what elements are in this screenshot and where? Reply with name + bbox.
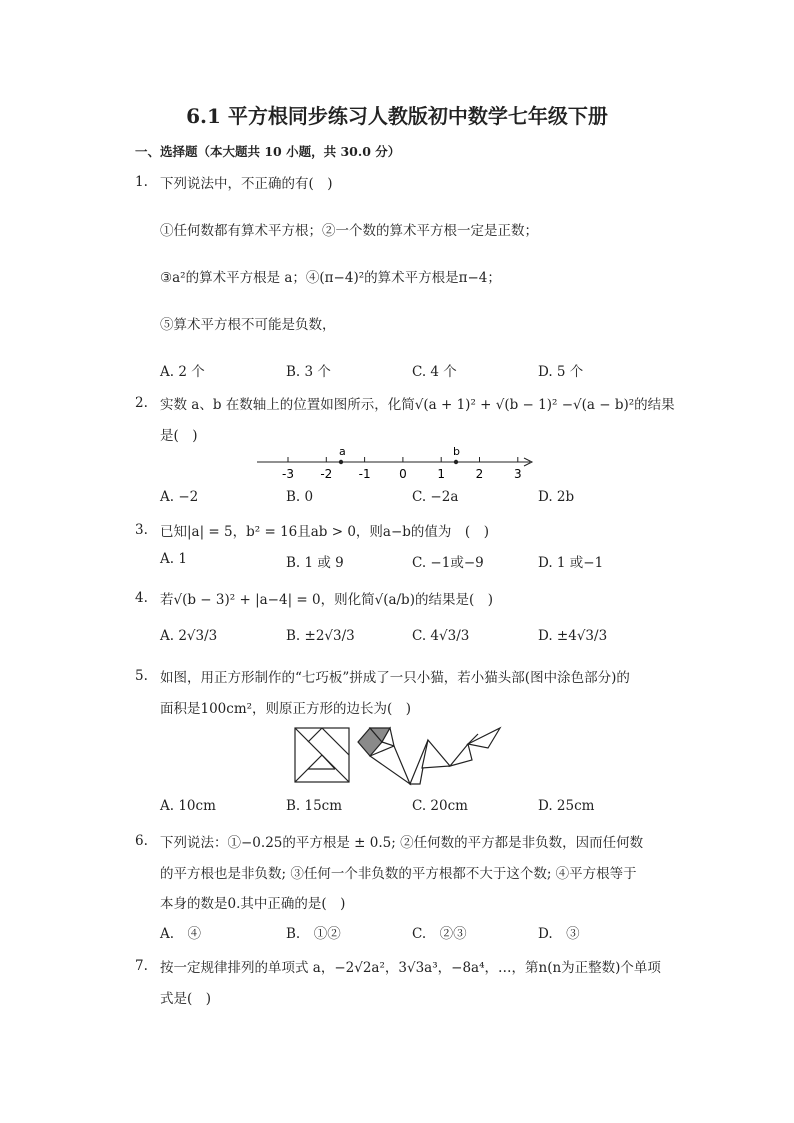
tangram-square [295,728,349,782]
axis-tick-label: -1 [358,467,371,481]
question-number: 3. [135,522,148,538]
question-stem: 按一定规律排列的单项式 a，−2√2a²，3√3a³，−8a⁴，…，第n(n为正整数)个单项 [160,960,661,976]
option-c[interactable]: C. ②③ [412,926,467,942]
question-number: 2. [135,395,148,411]
question-stem: 已知|a| = 5，b² = 16且ab > 0，则a−b的值为 ( ) [160,524,489,540]
option-a[interactable]: A. 2 个 [160,364,205,380]
question-number: 1. [135,174,148,190]
option-b[interactable]: B. 1 或 9 [286,555,344,571]
option-c[interactable]: C. −1或−9 [412,555,484,571]
question-stem: 如图，用正方形制作的“七巧板”拼成了一只小猫，若小猫头部(图中涂色部分)的 [160,670,630,686]
option-b[interactable]: B. 3 个 [286,364,331,380]
axis-tick-label: -2 [320,467,333,481]
axis-tick-label: 1 [437,467,446,481]
point-b [454,460,458,464]
question-stem-cont: 面积是100cm²，则原正方形的边长为( ) [160,701,412,717]
option-c[interactable]: C. 4 个 [412,364,457,380]
question-stem: 下列说法：①−0.25的平方根是 ± 0.5; ②任何数的平方都是非负数，因而任何数 [160,835,644,851]
question-stem: 若√(b − 3)² + |a−4| = 0，则化简√(a/b)的结果是( ) [160,592,494,608]
question-stem-cont: 是( ) [160,428,198,444]
option-a[interactable]: A. ④ [160,926,202,942]
option-c[interactable]: C. 20cm [412,798,468,814]
section-heading: 一、选择题（本大题共 10 小题，共 30.0 分） [135,144,401,159]
option-d[interactable]: D. 1 或−1 [538,555,604,571]
option-a[interactable]: A. −2 [160,489,199,505]
option-d[interactable]: D. 5 个 [538,364,584,380]
question-number: 4. [135,590,148,606]
option-b[interactable]: B. 0 [286,489,314,505]
option-b[interactable]: B. ±2√3/3 [286,628,355,644]
question-number: 7. [135,958,148,974]
option-c[interactable]: C. 4√3/3 [412,628,470,644]
question-stem-cont: 式是( ) [160,991,212,1007]
tangram-figure [292,722,502,786]
question-stem: 实数 a、b 在数轴上的位置如图所示，化简√(a + 1)² + √(b − 1)² −√(a − b)²的结果 [160,397,675,413]
option-d[interactable]: D. 2b [538,489,575,505]
number-line-figure [252,442,542,482]
question-number: 6. [135,833,148,849]
statement: ③a²的算术平方根是 a；④(π−4)²的算术平方根是π−4； [160,270,501,286]
statement: ⑤算术平方根不可能是负数， [160,317,336,333]
point-a-label: a [339,445,346,458]
question-stem: 下列说法中，不正确的有( ) [160,176,333,192]
page-title: 6.1 平方根同步练习人教版初中数学七年级下册 [186,104,608,128]
point-a [339,460,343,464]
option-b[interactable]: B. ①② [286,926,341,942]
tangram-cat [358,728,500,784]
option-d[interactable]: D. ③ [538,926,580,942]
option-a[interactable]: A. 1 [160,551,187,567]
statement: ①任何数都有算术平方根；②一个数的算术平方根一定是正数； [160,223,538,239]
option-d[interactable]: D. ±4√3/3 [538,628,608,644]
option-b[interactable]: B. 15cm [286,798,343,814]
axis-tick-label: 2 [475,467,484,481]
question-stem-cont: 本身的数是0.其中正确的是( ) [160,896,346,912]
option-c[interactable]: C. −2a [412,489,459,505]
question-number: 5. [135,668,148,684]
option-a[interactable]: A. 2√3/3 [160,628,218,644]
axis-tick-label: 3 [513,467,522,481]
axis-tick-label: -3 [282,467,294,481]
question-stem-cont: 的平方根也是非负数; ③任何一个非负数的平方根都不大于这个数; ④平方根等于 [160,866,637,882]
option-a[interactable]: A. 10cm [160,798,216,814]
axis-tick-label: 0 [399,467,407,481]
option-d[interactable]: D. 25cm [538,798,595,814]
point-b-label: b [453,445,460,458]
